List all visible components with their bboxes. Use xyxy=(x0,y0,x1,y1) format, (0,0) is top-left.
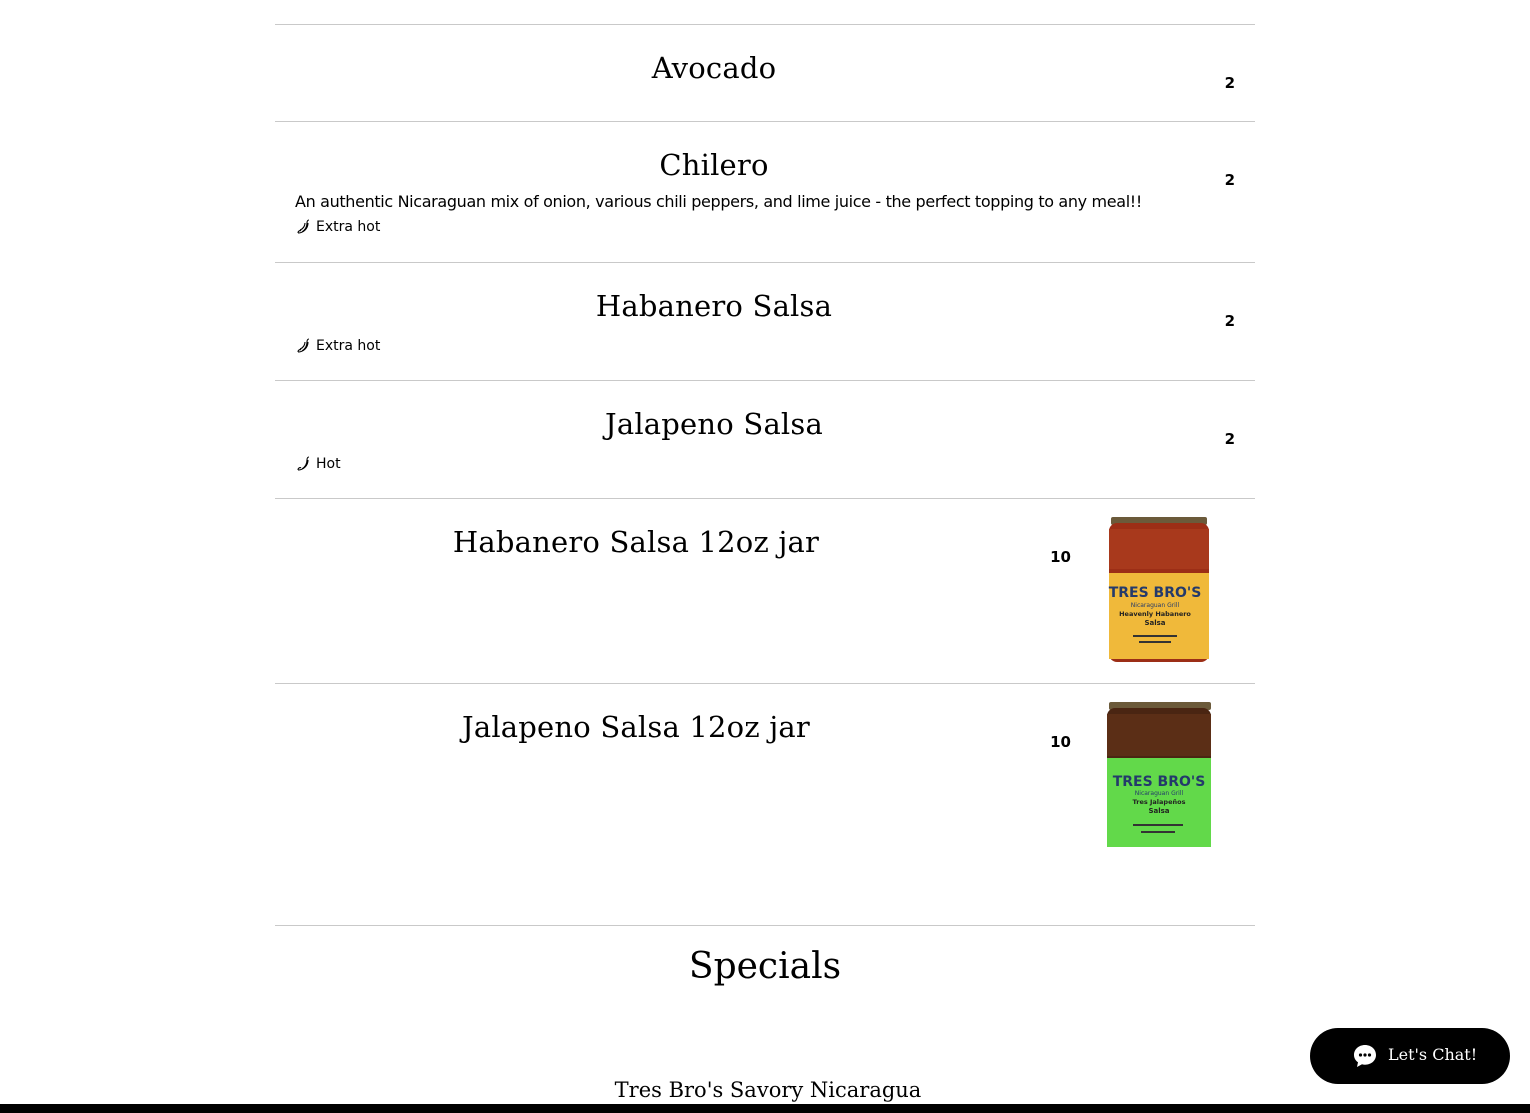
spice-level xyxy=(295,219,380,235)
footer-bar xyxy=(0,1104,1530,1113)
chat-button[interactable] xyxy=(1310,1028,1510,1084)
jar-brand: TRES BRO'S xyxy=(1108,585,1202,601)
spice-level xyxy=(295,456,341,472)
menu-item-avocado[interactable] xyxy=(275,24,1255,121)
menu-item-price: 2 xyxy=(1224,171,1235,189)
jar-subtitle: Nicaraguan Grill xyxy=(1130,602,1180,609)
spice-label: Hot xyxy=(316,456,341,472)
chat-label: Let's Chat! xyxy=(1388,1045,1478,1064)
menu-item-title: Jalapeno Salsa 12oz jar xyxy=(462,710,810,744)
spice-label: Extra hot xyxy=(316,338,381,354)
menu-item-chilero[interactable] xyxy=(275,121,1255,262)
menu-item-habanero-salsa[interactable] xyxy=(275,262,1255,380)
chili-pepper-icon xyxy=(295,338,311,354)
spice-label: Extra hot xyxy=(316,219,381,235)
menu-item-title: Habanero Salsa xyxy=(595,289,833,323)
salsa-jar-image xyxy=(1103,517,1215,662)
chat-bubble-icon xyxy=(1352,1043,1378,1069)
menu-item-jalapeno-jar[interactable] xyxy=(275,683,1255,926)
menu-item-habanero-jar[interactable] xyxy=(275,498,1255,683)
chili-pepper-icon xyxy=(295,219,311,235)
menu-item-title: Jalapeno Salsa xyxy=(605,407,823,441)
jar-brand: TRES BRO'S xyxy=(1112,774,1206,790)
menu-item-description: An authentic Nicaraguan mix of onion, various chili peppers, and lime juice - the perfect topping to any meal!! xyxy=(295,192,1142,211)
jar-type: Salsa xyxy=(1144,619,1166,627)
chili-pepper-icon xyxy=(295,456,311,472)
spice-level xyxy=(295,338,380,354)
footer-restaurant-name: Tres Bro's Savory Nicaragua xyxy=(614,1078,922,1102)
menu-section xyxy=(275,24,1255,926)
menu-item-title: Chilero xyxy=(659,148,769,182)
specials-heading: Specials xyxy=(688,946,842,987)
menu-item-price: 2 xyxy=(1224,74,1235,92)
menu-item-title: Habanero Salsa 12oz jar xyxy=(452,525,820,559)
menu-item-price: 10 xyxy=(1050,733,1071,751)
jar-type: Salsa xyxy=(1148,807,1170,815)
menu-item-title: Avocado xyxy=(651,51,777,85)
menu-item-price: 10 xyxy=(1050,548,1071,566)
menu-item-price: 2 xyxy=(1224,430,1235,448)
jar-flavor: Tres Jalapeños xyxy=(1132,798,1186,806)
menu-item-price: 2 xyxy=(1224,312,1235,330)
menu-item-jalapeno-salsa[interactable] xyxy=(275,380,1255,498)
salsa-jar-image xyxy=(1103,702,1215,847)
jar-flavor: Heavenly Habanero xyxy=(1119,610,1191,618)
jar-subtitle: Nicaraguan Grill xyxy=(1134,790,1184,797)
